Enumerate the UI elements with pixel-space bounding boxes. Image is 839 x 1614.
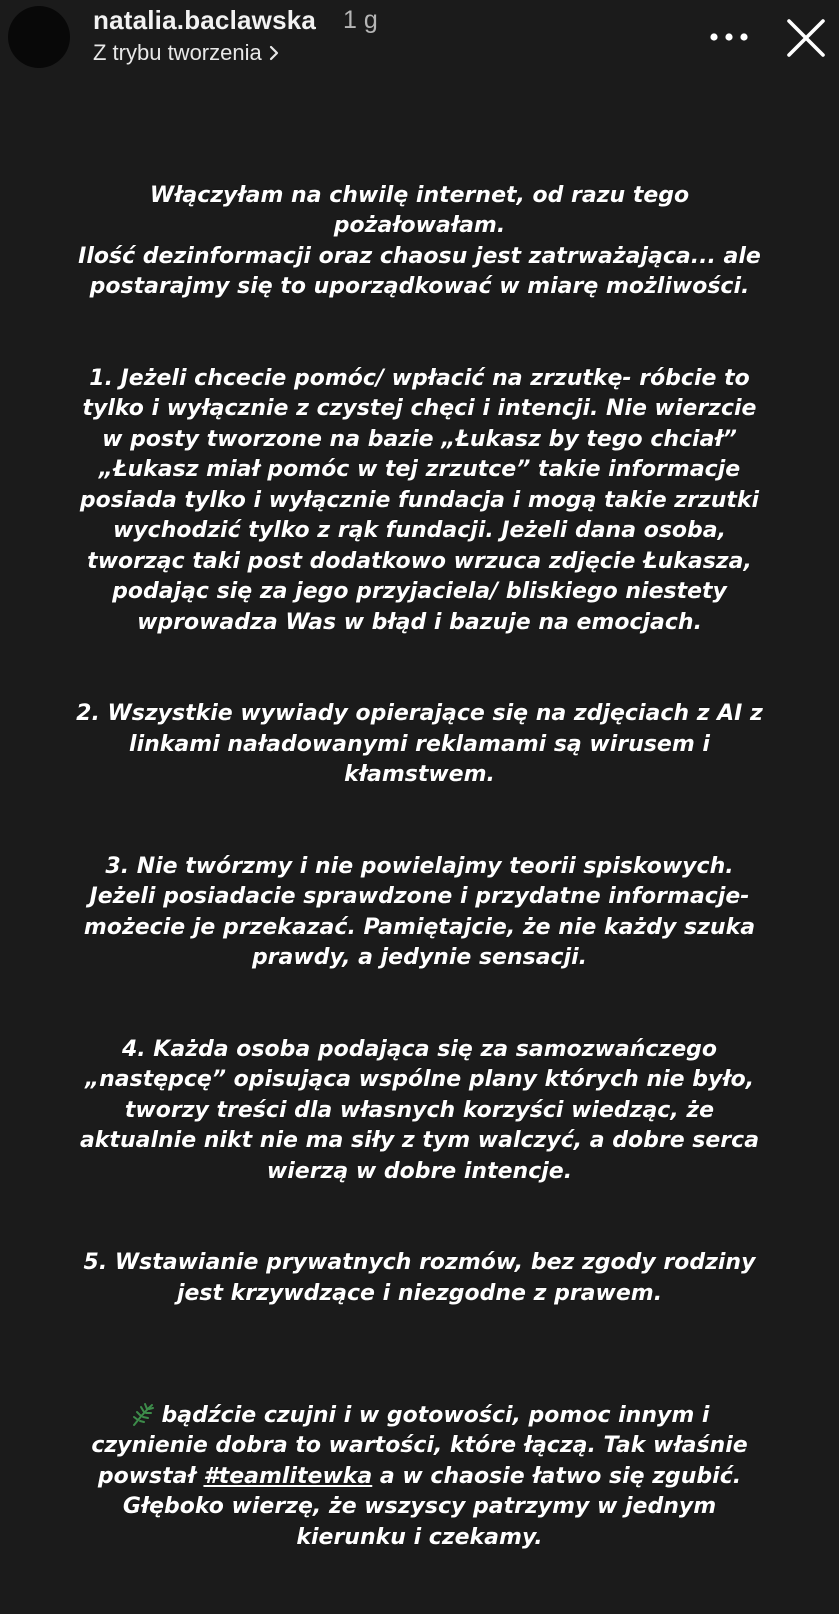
story-point-5: 5. Wstawianie prywatnych rozmów, bez zgody rodziny jest krzywdzące i niezgodne z prawem. — [83, 1250, 756, 1306]
fern-leaf-icon — [130, 1402, 156, 1428]
source-label: Z trybu tworzenia — [93, 40, 262, 65]
hashtag-link[interactable]: #teamlitewka — [203, 1463, 373, 1489]
story-point-2: 2. Wszystkie wywiady opierające się na zdjęciach z AI z linkami naładowanymi reklamami są wirusem i kłamstwem. — [76, 701, 763, 787]
more-horizontal-icon — [709, 32, 749, 42]
story-intro: Włączyłam na chwilę internet, od razu tego pożałowałam. Ilość dezinformacji oraz chaosu jest zatrważająca... ale postarajmy się to uporządkować w miarę możliwości. — [78, 182, 761, 299]
closing-text-1: bądźcie czujni i w gotowości, pomoc innym i czynienie dobra to wartości, które łączą. Tak właśnie powstał — [91, 1402, 748, 1489]
story-header — [0, 0, 839, 80]
avatar[interactable] — [8, 6, 70, 68]
story-point-1: 1. Jeżeli chcecie pomóc/ wpłacić na zrzutkę- róbcie to tylko i wyłącznie z czystej chęci i intencji. Nie wierzcie w posty tworzone na bazie „Łukasz by tego chciał” „Łukasz miał pomóc w tej zrzutce” takie informacje posiada tylko i wyłącznie fundacja i mogą takie zrzutki wychodzić tylko z rąk fundacji. Jeżeli dana osoba, tworząc taki post dodatkowo wrzuca zdjęcie Łukasza, podając się za jego przyjaciela/ bliskiego niestety wprowadza Was w błąd i bazuje na emocjach. — [79, 365, 760, 635]
story-text — [20, 150, 819, 1614]
post-time: 1 g — [343, 6, 378, 34]
chevron-right-icon — [268, 45, 280, 61]
closing-text-2: a w chaosie łatwo się zgubić. Głęboko wierzę, że wszyscy patrzymy w jednym kierunku i czekamy. — [122, 1463, 742, 1550]
close-button[interactable] — [778, 10, 834, 66]
story-point-3: 3. Nie twórzmy i nie powielajmy teorii spiskowych. Jeżeli posiadacie sprawdzone i przydatne informacje- możecie je przekazać. Pamiętajcie, że nie każdy szuka prawdy, a jedynie sensacji. — [83, 853, 756, 970]
close-icon — [785, 17, 827, 59]
more-options-button[interactable] — [706, 20, 752, 54]
story-point-4: 4. Każda osoba podająca się za samozwańczego „następcę” opisująca wspólne plany których nie było, tworzy treści dla własnych korzyści wiedząc, że aktualnie nikt nie ma siły z tym walczyć, a dobre serca wierzą w dobre intencje. — [79, 1036, 760, 1184]
story-closing — [20, 1401, 819, 1554]
username[interactable]: natalia.baclawska — [93, 5, 317, 35]
source-link[interactable] — [93, 40, 280, 66]
